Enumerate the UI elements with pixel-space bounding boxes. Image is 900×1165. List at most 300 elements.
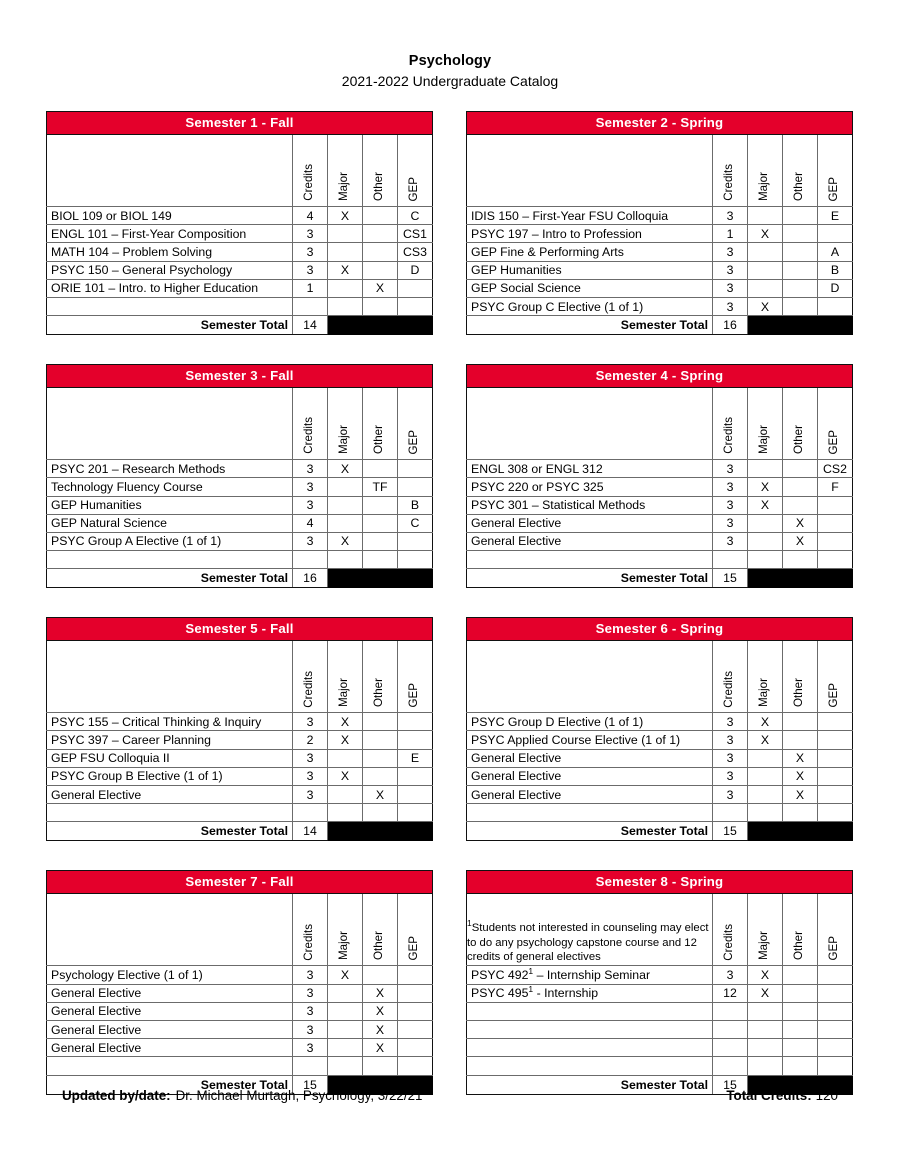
semester-block-8 (466, 870, 852, 1094)
gep-cell: E (398, 749, 433, 767)
other-cell (783, 297, 818, 315)
table-row (47, 1002, 433, 1020)
course-name-cell: IDIS 150 – First-Year FSU Colloquia (467, 207, 713, 225)
gep-cell (398, 478, 433, 496)
updated-value: Dr. Michael Murtagh, Psychology, 3/22/21 (175, 1088, 423, 1103)
table-row (47, 731, 433, 749)
other-cell: X (363, 1020, 398, 1038)
other-column-header: Other (783, 388, 818, 460)
table-row (467, 261, 853, 279)
major-cell: X (748, 496, 783, 514)
gep-cell (818, 551, 853, 569)
semester-total-value: 14 (293, 316, 328, 335)
major-cell: X (328, 207, 363, 225)
major-cell: X (328, 460, 363, 478)
credits-cell: 3 (293, 460, 328, 478)
credits-column-header: Credits (293, 894, 328, 966)
credits-cell: 4 (293, 207, 328, 225)
table-row (467, 478, 853, 496)
gep-column-header: GEP (398, 388, 433, 460)
credits-cell: 3 (293, 966, 328, 984)
gep-cell (398, 966, 433, 984)
table-row (47, 767, 433, 785)
semester-total-row (47, 316, 433, 335)
semester-total-value: 15 (713, 822, 748, 841)
gep-column-header: GEP (818, 894, 853, 966)
course-column-header (47, 135, 293, 207)
other-cell (783, 804, 818, 822)
table-row (47, 225, 433, 243)
gep-cell (818, 532, 853, 550)
gep-cell (818, 804, 853, 822)
page-subtitle: 2021-2022 Undergraduate Catalog (341, 73, 559, 90)
table-row (467, 460, 853, 478)
credits-column-header: Credits (713, 894, 748, 966)
footer (62, 1088, 838, 1103)
major-cell (748, 460, 783, 478)
gep-cell: D (818, 279, 853, 297)
credits-cell: 3 (713, 767, 748, 785)
major-cell (748, 243, 783, 261)
other-cell (783, 478, 818, 496)
gep-cell: CS3 (398, 243, 433, 261)
table-row (47, 1039, 433, 1057)
column-header-row (467, 641, 853, 713)
major-cell (748, 207, 783, 225)
credits-cell: 3 (713, 532, 748, 550)
other-cell: X (783, 786, 818, 804)
gep-cell (818, 984, 853, 1002)
semester-title: Semester 2 - Spring (467, 112, 853, 135)
other-cell (783, 1039, 818, 1057)
major-column-header: Major (328, 641, 363, 713)
credits-cell: 3 (293, 243, 328, 261)
gep-cell (398, 551, 433, 569)
other-column-header: Other (783, 641, 818, 713)
major-cell (748, 804, 783, 822)
gep-cell: CS2 (818, 460, 853, 478)
gep-cell: CS1 (398, 225, 433, 243)
course-column-header (467, 641, 713, 713)
major-cell: X (748, 984, 783, 1002)
major-cell (748, 1020, 783, 1038)
course-name-cell: GEP FSU Colloquia II (47, 749, 293, 767)
gep-cell (818, 514, 853, 532)
credits-cell: 3 (713, 786, 748, 804)
title-block (46, 52, 854, 91)
semester-grid (46, 111, 854, 1095)
table-row (47, 984, 433, 1002)
semester-title: Semester 8 - Spring (467, 871, 853, 894)
gep-cell (818, 767, 853, 785)
major-cell (328, 496, 363, 514)
semester-title-row (47, 618, 433, 641)
major-cell (748, 1057, 783, 1075)
gep-cell: C (398, 514, 433, 532)
semester-total-label: Semester Total (47, 822, 293, 841)
course-name-cell (47, 804, 293, 822)
course-name-cell: MATH 104 – Problem Solving (47, 243, 293, 261)
other-cell (363, 1057, 398, 1075)
semester-block-5 (46, 617, 432, 841)
gep-cell (398, 713, 433, 731)
gep-cell (398, 984, 433, 1002)
gep-cell (398, 279, 433, 297)
other-cell (363, 966, 398, 984)
credits-cell: 3 (293, 1039, 328, 1057)
semester-total-value: 15 (713, 1075, 748, 1094)
credits-cell (713, 551, 748, 569)
semester-table (46, 111, 433, 335)
credits-cell (293, 297, 328, 315)
credits-cell: 3 (713, 261, 748, 279)
column-header-row (47, 894, 433, 966)
gep-cell (818, 786, 853, 804)
gep-column-header: GEP (818, 641, 853, 713)
other-cell: X (783, 767, 818, 785)
table-row (467, 1020, 853, 1038)
table-row (467, 1039, 853, 1057)
major-cell (328, 804, 363, 822)
gep-cell (818, 1039, 853, 1057)
course-name-cell: General Elective (467, 532, 713, 550)
other-cell (783, 243, 818, 261)
table-row (467, 551, 853, 569)
semester-table (466, 111, 853, 335)
column-header-row (47, 135, 433, 207)
other-column-header: Other (363, 641, 398, 713)
credits-column-header: Credits (713, 135, 748, 207)
other-cell (783, 551, 818, 569)
course-name-cell (467, 1057, 713, 1075)
other-cell (783, 261, 818, 279)
course-name-cell: GEP Natural Science (47, 514, 293, 532)
major-cell: X (328, 966, 363, 984)
column-header-row (47, 388, 433, 460)
other-cell: X (363, 1039, 398, 1057)
semester-total-row (47, 569, 433, 588)
major-column-header: Major (328, 135, 363, 207)
major-cell (328, 279, 363, 297)
table-row (467, 514, 853, 532)
course-name-cell (467, 804, 713, 822)
other-cell (783, 279, 818, 297)
major-cell: X (748, 966, 783, 984)
major-cell (328, 1002, 363, 1020)
semester-total-row (467, 822, 853, 841)
semester-title: Semester 5 - Fall (47, 618, 433, 641)
semester-total-value: 16 (713, 316, 748, 335)
gep-cell (398, 297, 433, 315)
semester-total-row (47, 822, 433, 841)
credits-cell: 3 (713, 496, 748, 514)
major-cell: X (328, 261, 363, 279)
gep-cell: F (818, 478, 853, 496)
gep-cell (818, 966, 853, 984)
course-name-cell: ENGL 308 or ENGL 312 (467, 460, 713, 478)
course-name-cell (467, 1002, 713, 1020)
course-name-cell: General Elective (467, 514, 713, 532)
blackout-cell (328, 316, 433, 335)
credits-cell: 3 (293, 713, 328, 731)
semester-title-row (47, 365, 433, 388)
gep-column-header: GEP (398, 135, 433, 207)
credits-cell: 3 (713, 966, 748, 984)
major-cell (748, 1002, 783, 1020)
course-name-cell: General Elective (467, 786, 713, 804)
table-row (47, 478, 433, 496)
credits-cell: 3 (293, 261, 328, 279)
gep-cell (398, 786, 433, 804)
other-cell (363, 460, 398, 478)
major-cell: X (748, 225, 783, 243)
major-cell: X (328, 532, 363, 550)
course-name-cell: GEP Fine & Performing Arts (467, 243, 713, 261)
credits-cell: 3 (713, 243, 748, 261)
credits-cell (293, 804, 328, 822)
semester-table (466, 617, 853, 841)
course-name-cell: General Elective (47, 786, 293, 804)
semester-title: Semester 4 - Spring (467, 365, 853, 388)
table-row (47, 496, 433, 514)
other-cell (363, 243, 398, 261)
gep-cell: E (818, 207, 853, 225)
table-row (467, 786, 853, 804)
credits-cell (713, 804, 748, 822)
other-cell (363, 767, 398, 785)
other-cell (783, 1057, 818, 1075)
course-name-cell: PSYC 220 or PSYC 325 (467, 478, 713, 496)
total-credits-value: 120 (815, 1088, 838, 1103)
gep-cell (398, 1057, 433, 1075)
course-name-cell: General Elective (47, 1002, 293, 1020)
other-cell (363, 749, 398, 767)
table-row (47, 713, 433, 731)
gep-column-header: GEP (398, 641, 433, 713)
major-cell (748, 786, 783, 804)
gep-cell (818, 1020, 853, 1038)
semester-total-value: 15 (293, 1075, 328, 1094)
course-name-cell: PSYC $492^1$ – Internship Seminar (467, 966, 713, 984)
column-header-row (467, 135, 853, 207)
course-name-cell: General Elective (47, 1039, 293, 1057)
course-name-cell: PSYC Applied Course Elective (1 of 1) (467, 731, 713, 749)
credits-column-header: Credits (293, 135, 328, 207)
credits-cell: 3 (293, 225, 328, 243)
credits-cell: 3 (713, 297, 748, 315)
credits-cell (293, 551, 328, 569)
course-name-cell: PSYC 301 – Statistical Methods (467, 496, 713, 514)
table-row (467, 225, 853, 243)
semester-title-row (467, 618, 853, 641)
table-row (467, 749, 853, 767)
major-column-header: Major (328, 388, 363, 460)
other-cell: X (783, 749, 818, 767)
course-name-cell: General Elective (467, 767, 713, 785)
updated-label: Updated by/date: (62, 1088, 171, 1103)
course-name-cell: BIOL 109 or BIOL 149 (47, 207, 293, 225)
course-column-header (467, 388, 713, 460)
course-name-cell (467, 1039, 713, 1057)
other-column-header: Other (783, 894, 818, 966)
table-row (47, 261, 433, 279)
gep-cell: A (818, 243, 853, 261)
semester-title-row (467, 365, 853, 388)
credits-cell: 3 (293, 478, 328, 496)
other-cell: X (363, 786, 398, 804)
course-name-cell: GEP Humanities (47, 496, 293, 514)
column-header-row (467, 388, 853, 460)
semester-total-label: Semester Total (47, 569, 293, 588)
credits-cell: 3 (713, 279, 748, 297)
table-row (47, 966, 433, 984)
table-row (467, 279, 853, 297)
gep-cell (818, 731, 853, 749)
table-row (467, 984, 853, 1002)
semester-total-row (467, 569, 853, 588)
gep-cell: C (398, 207, 433, 225)
blackout-cell (748, 822, 853, 841)
other-cell (783, 1020, 818, 1038)
course-name-cell: PSYC 397 – Career Planning (47, 731, 293, 749)
major-cell (748, 261, 783, 279)
credits-cell: 3 (713, 478, 748, 496)
page-title: Psychology (408, 53, 492, 69)
credits-column-header: Credits (713, 388, 748, 460)
credits-cell (713, 1057, 748, 1075)
gep-cell (818, 496, 853, 514)
blackout-cell (748, 316, 853, 335)
gep-cell (818, 225, 853, 243)
course-name-cell: PSYC 155 – Critical Thinking & Inquiry (47, 713, 293, 731)
major-cell (328, 225, 363, 243)
table-row (467, 804, 853, 822)
other-cell (783, 1002, 818, 1020)
table-row (467, 966, 853, 984)
other-column-header: Other (783, 135, 818, 207)
gep-cell: D (398, 261, 433, 279)
other-cell (363, 297, 398, 315)
other-cell (783, 207, 818, 225)
credits-cell (713, 1020, 748, 1038)
other-cell (783, 496, 818, 514)
other-cell: X (783, 514, 818, 532)
blackout-cell (748, 569, 853, 588)
gep-cell (398, 767, 433, 785)
other-column-header: Other (363, 135, 398, 207)
column-header-row (467, 894, 853, 966)
credits-cell: 2 (293, 731, 328, 749)
semester-table (466, 364, 853, 588)
other-cell (783, 731, 818, 749)
major-cell (328, 478, 363, 496)
course-name-cell: PSYC $495^1$ - Internship (467, 984, 713, 1002)
major-cell: X (748, 731, 783, 749)
table-row (47, 514, 433, 532)
table-row (47, 207, 433, 225)
credits-cell: 4 (293, 514, 328, 532)
course-name-cell: PSYC Group A Elective (1 of 1) (47, 532, 293, 550)
semester-total-label: Semester Total (47, 1075, 293, 1094)
table-row (47, 532, 433, 550)
table-row (47, 297, 433, 315)
gep-cell (818, 1057, 853, 1075)
gep-cell (398, 1002, 433, 1020)
major-cell (748, 1039, 783, 1057)
column-header-row (47, 641, 433, 713)
semester-total-label: Semester Total (467, 1075, 713, 1094)
credits-cell: 3 (293, 786, 328, 804)
other-cell (363, 551, 398, 569)
course-name-cell (47, 297, 293, 315)
major-column-header: Major (748, 135, 783, 207)
other-cell (783, 984, 818, 1002)
major-cell (328, 984, 363, 1002)
course-name-cell (467, 1020, 713, 1038)
major-cell (328, 1020, 363, 1038)
course-name-cell: Psychology Elective (1 of 1) (47, 966, 293, 984)
major-cell: X (748, 297, 783, 315)
credits-cell: 1 (713, 225, 748, 243)
other-cell (363, 532, 398, 550)
table-row (47, 749, 433, 767)
other-cell (363, 261, 398, 279)
credits-cell (713, 1039, 748, 1057)
major-cell (328, 243, 363, 261)
course-column-header (47, 641, 293, 713)
major-cell (748, 749, 783, 767)
major-cell (748, 767, 783, 785)
gep-cell (398, 532, 433, 550)
table-row (47, 1057, 433, 1075)
other-cell (783, 460, 818, 478)
other-cell (783, 966, 818, 984)
table-row (47, 460, 433, 478)
course-name-cell: PSYC 197 – Intro to Profession (467, 225, 713, 243)
other-cell (363, 207, 398, 225)
other-cell (363, 804, 398, 822)
credits-cell: 3 (293, 496, 328, 514)
course-name-cell: ENGL 101 – First-Year Composition (47, 225, 293, 243)
major-cell (748, 279, 783, 297)
total-credits-label: Total Credits: (726, 1088, 812, 1103)
major-cell (328, 514, 363, 532)
table-row (467, 1002, 853, 1020)
credits-cell: 3 (293, 749, 328, 767)
semester-title-row (467, 112, 853, 135)
semester-block-1 (46, 111, 432, 335)
credits-column-header: Credits (293, 641, 328, 713)
credits-cell (713, 1002, 748, 1020)
major-cell: X (328, 713, 363, 731)
course-name-cell: ORIE 101 – Intro. to Higher Education (47, 279, 293, 297)
gep-cell (398, 804, 433, 822)
semester-title: Semester 6 - Spring (467, 618, 853, 641)
major-column-header: Major (748, 894, 783, 966)
credits-cell: 3 (713, 207, 748, 225)
semester-table (46, 364, 433, 588)
other-column-header: Other (363, 388, 398, 460)
credits-cell (293, 1057, 328, 1075)
semester-total-label: Semester Total (467, 822, 713, 841)
course-name-cell: PSYC Group C Elective (1 of 1) (467, 297, 713, 315)
other-column-header: Other (363, 894, 398, 966)
other-cell: X (363, 1002, 398, 1020)
semester-block-3 (46, 364, 432, 588)
major-cell: X (748, 478, 783, 496)
gep-cell (818, 713, 853, 731)
table-row (467, 207, 853, 225)
